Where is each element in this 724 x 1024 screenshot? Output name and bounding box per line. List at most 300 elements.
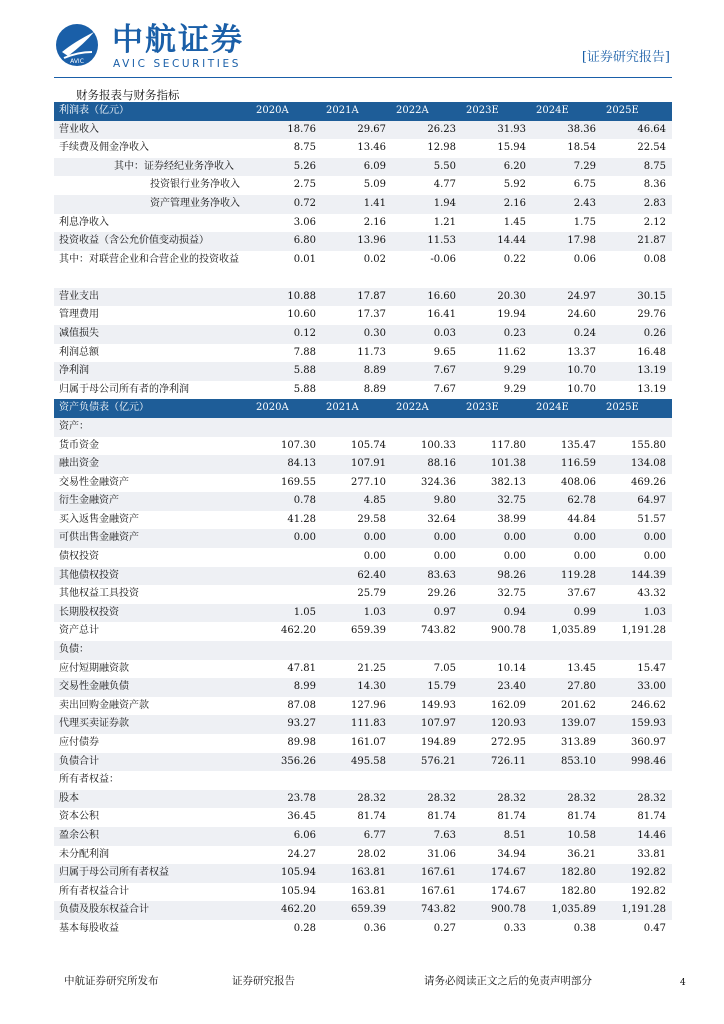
row-label: 买入返售金融资产 — [59, 513, 139, 525]
table-row — [54, 325, 672, 344]
cell-value: 462.20 — [281, 625, 316, 637]
row-label: 债权投资 — [59, 551, 99, 563]
cell-value — [602, 771, 672, 790]
cell-value — [532, 641, 602, 660]
table-row — [54, 288, 672, 307]
cell-value: 0.00 — [573, 551, 596, 563]
cell-value: 31.93 — [462, 121, 532, 140]
row-label: 投资收益（含公允价值变动损益） — [54, 232, 252, 251]
cell-value: 134.08 — [602, 455, 672, 474]
cell-value: 7.88 — [293, 346, 316, 358]
cell-value: 29.76 — [637, 309, 666, 321]
cell-value: 0.97 — [392, 604, 462, 623]
cell-value: 111.83 — [322, 715, 392, 734]
table-row — [54, 455, 672, 474]
cell-value: 0.00 — [602, 529, 672, 548]
cell-value: 462.20 — [252, 901, 322, 920]
row-label: 其他债权投资 — [54, 567, 252, 586]
cell-value: 0.99 — [532, 604, 602, 623]
row-label: 资产： — [54, 418, 252, 437]
row-label: 资产总计 — [59, 625, 99, 637]
cell-value: 5.09 — [363, 179, 386, 191]
cell-value: 10.58 — [532, 827, 602, 846]
table-row — [54, 232, 672, 251]
cell-value: 167.61 — [392, 864, 462, 883]
year-header: 2020A — [252, 399, 322, 418]
cell-value: 93.27 — [252, 715, 322, 734]
cell-value: 18.76 — [252, 121, 322, 140]
cell-value: 0.38 — [573, 922, 596, 934]
balance-header-row — [54, 399, 672, 418]
cell-value — [462, 641, 532, 660]
row-label: 负债合计 — [54, 753, 252, 772]
cell-value: -0.06 — [430, 253, 456, 265]
row-label: 负债： — [54, 641, 252, 660]
cell-value: 36.45 — [287, 811, 316, 823]
row-label: 交易性金融负债 — [54, 678, 252, 697]
cell-value: 5.26 — [252, 158, 322, 177]
cell-value: 1.21 — [433, 216, 456, 228]
cell-value — [322, 771, 392, 790]
table-row — [54, 753, 672, 772]
cell-value: 98.26 — [462, 567, 532, 586]
cell-value: 12.98 — [427, 142, 456, 154]
cell-value: 117.80 — [491, 439, 526, 451]
cell-value: 743.82 — [421, 625, 456, 637]
cell-value: 0.00 — [322, 529, 392, 548]
row-label: 基本每股收益 — [59, 922, 119, 934]
cell-value: 28.02 — [357, 848, 386, 860]
cell-value: 246.62 — [631, 699, 666, 711]
cell-value: 0.26 — [602, 325, 672, 344]
cell-value: 21.87 — [602, 232, 672, 251]
cell-value: 13.19 — [637, 383, 666, 395]
cell-value: 10.70 — [567, 383, 596, 395]
cell-value: 743.82 — [392, 901, 462, 920]
avic-logo-icon — [54, 22, 100, 68]
cell-value: 81.74 — [427, 811, 456, 823]
row-label: 减值损失 — [54, 325, 252, 344]
cell-value: 0.00 — [503, 551, 526, 563]
cell-value: 174.67 — [462, 864, 532, 883]
cell-value: 900.78 — [491, 625, 526, 637]
cell-value: 8.36 — [643, 179, 666, 191]
cell-value: 10.60 — [287, 309, 316, 321]
cell-value: 0.08 — [643, 253, 666, 265]
cell-value: 17.37 — [357, 309, 386, 321]
cell-value: 107.97 — [392, 715, 462, 734]
cell-value: 8.89 — [322, 362, 392, 381]
cell-value: 4.85 — [322, 492, 392, 511]
row-label: 代理买卖证券款 — [54, 715, 252, 734]
cell-value: 13.19 — [602, 362, 672, 381]
table-row — [54, 492, 672, 511]
cell-value — [252, 771, 322, 790]
cell-value: 32.75 — [497, 588, 526, 600]
row-label: 所有者权益合计 — [59, 885, 129, 897]
cell-value — [252, 585, 322, 604]
cell-value: 8.75 — [602, 158, 672, 177]
cell-value: 41.28 — [287, 513, 316, 525]
cell-value — [462, 418, 532, 437]
cell-value — [392, 418, 462, 437]
cell-value: 51.57 — [637, 513, 666, 525]
cell-value: 18.54 — [567, 142, 596, 154]
row-label: 股本 — [54, 790, 252, 809]
row-label: 其中：对联营企业和合营企业的投资收益 — [59, 253, 239, 265]
row-label: 资产管理业务净收入 — [54, 195, 252, 214]
cell-value: 726.11 — [462, 753, 532, 772]
cell-value: 6.77 — [322, 827, 392, 846]
cell-value: 101.38 — [462, 455, 532, 474]
row-label: 衍生金融资产 — [54, 492, 252, 511]
cell-value: 6.09 — [322, 158, 392, 177]
cell-value: 33.00 — [602, 678, 672, 697]
cell-value: 0.23 — [462, 325, 532, 344]
cell-value: 89.98 — [287, 737, 316, 748]
cell-value: 998.46 — [602, 753, 672, 772]
cell-value: 1.41 — [322, 195, 392, 214]
cell-value: 21.25 — [357, 662, 386, 674]
cell-value: 6.06 — [252, 827, 322, 846]
cell-value: 28.32 — [462, 790, 532, 809]
cell-value: 16.41 — [427, 309, 456, 321]
row-label: 应付短期融资款 — [59, 662, 129, 674]
cell-value: 29.58 — [357, 513, 386, 525]
year-header: 2021A — [322, 102, 392, 121]
year-header: 2020A — [252, 102, 322, 121]
row-label: 可供出售金融资产 — [54, 529, 252, 548]
cell-value: 17.98 — [532, 232, 602, 251]
row-label: 营业收入 — [54, 121, 252, 140]
footer-publisher: 中航证券研究所发布 — [64, 975, 159, 987]
cell-value: 0.00 — [252, 529, 322, 548]
cell-value: 659.39 — [322, 901, 392, 920]
cell-value: 7.67 — [433, 383, 456, 395]
header-divider — [54, 77, 672, 78]
cell-value: 29.26 — [427, 588, 456, 600]
cell-value: 17.87 — [322, 288, 392, 307]
cell-value: 382.13 — [491, 476, 526, 488]
footer-doc-type: 证券研究报告 — [232, 975, 295, 987]
cell-value: 28.32 — [602, 790, 672, 809]
cell-value: 14.46 — [602, 827, 672, 846]
cell-value: 44.84 — [567, 513, 596, 525]
cell-value: 324.36 — [421, 476, 456, 488]
cell-value: 8.89 — [363, 383, 386, 395]
cell-value — [252, 567, 322, 586]
cell-value: 1,035.89 — [551, 625, 596, 637]
cell-value: 100.33 — [421, 439, 456, 451]
cell-value: 22.54 — [637, 142, 666, 154]
cell-value: 127.96 — [351, 699, 386, 711]
table-row — [54, 158, 672, 177]
cell-value: 36.21 — [567, 848, 596, 860]
cell-value: 23.78 — [252, 790, 322, 809]
table-row — [54, 121, 672, 140]
cell-value — [602, 418, 672, 437]
cell-value — [392, 771, 462, 790]
cell-value: 360.97 — [631, 737, 666, 748]
table-row — [54, 827, 672, 846]
cell-value: 14.44 — [462, 232, 532, 251]
row-label: 卖出回购金融资产款 — [59, 699, 149, 711]
cell-value: 119.28 — [532, 567, 602, 586]
cell-value: 15.79 — [392, 678, 462, 697]
cell-value: 10.70 — [532, 362, 602, 381]
cell-value: 192.82 — [631, 885, 666, 897]
cell-value: 7.67 — [392, 362, 462, 381]
cell-value: 2.75 — [293, 179, 316, 191]
cell-value: 144.39 — [602, 567, 672, 586]
cell-value: 149.93 — [421, 699, 456, 711]
cell-value: 0.30 — [322, 325, 392, 344]
cell-value: 161.07 — [351, 737, 386, 748]
cell-value: 10.88 — [252, 288, 322, 307]
section-title: 财务报表与财务指标 — [76, 88, 180, 102]
cell-value: 13.45 — [567, 662, 596, 674]
cell-value: 24.60 — [567, 309, 596, 321]
cell-value: 28.32 — [532, 790, 602, 809]
row-label: 营业支出 — [54, 288, 252, 307]
table-row — [54, 846, 672, 865]
cell-value: 10.14 — [497, 662, 526, 674]
cell-value: 5.88 — [252, 362, 322, 381]
row-label: 货币资金 — [59, 439, 99, 451]
cell-value: 81.74 — [637, 811, 666, 823]
table-row — [54, 864, 672, 883]
table-row — [54, 511, 672, 530]
cell-value: 81.74 — [497, 811, 526, 823]
table-row — [54, 883, 672, 902]
cell-value: 24.27 — [287, 848, 316, 860]
table-row — [54, 362, 672, 381]
cell-value: 32.64 — [427, 513, 456, 525]
cell-value: 24.97 — [532, 288, 602, 307]
cell-value: 0.00 — [462, 529, 532, 548]
cell-value: 15.47 — [637, 662, 666, 674]
cell-value: 0.06 — [573, 253, 596, 265]
table-row — [54, 306, 672, 325]
cell-value: 62.40 — [322, 567, 392, 586]
row-label: 未分配利润 — [59, 848, 109, 860]
cell-value: 163.81 — [322, 864, 392, 883]
table-row — [54, 808, 672, 827]
cell-value: 13.96 — [322, 232, 392, 251]
cell-value: 83.63 — [392, 567, 462, 586]
cell-value: 155.80 — [631, 439, 666, 451]
cell-value: 182.80 — [561, 885, 596, 897]
row-label: 手续费及佣金净收入 — [59, 142, 149, 154]
table-row — [54, 251, 672, 288]
cell-value: 37.67 — [567, 588, 596, 600]
cell-value — [252, 418, 322, 437]
cell-value: 9.29 — [503, 383, 526, 395]
cell-value: 1.75 — [573, 216, 596, 228]
cell-value: 277.10 — [351, 476, 386, 488]
report-type-tag: [证券研究报告] — [581, 50, 670, 65]
cell-value: 5.92 — [503, 179, 526, 191]
cell-value: 3.06 — [293, 216, 316, 228]
cell-value — [252, 548, 322, 567]
footer-disclaimer: 请务必阅读正文之后的免责声明部分 — [424, 975, 592, 987]
cell-value: 0.00 — [392, 529, 462, 548]
cell-value: 105.94 — [252, 864, 322, 883]
cell-value: 87.08 — [287, 699, 316, 711]
cell-value: 6.80 — [252, 232, 322, 251]
cell-value: 1,191.28 — [621, 625, 666, 637]
financial-statements-table — [54, 102, 672, 939]
table-row — [54, 920, 672, 939]
cell-value — [532, 418, 602, 437]
cell-value: 0.22 — [503, 253, 526, 265]
cell-value: 1,191.28 — [602, 901, 672, 920]
brand-name-en: AVIC SECURITIES — [113, 58, 241, 70]
cell-value: 47.81 — [287, 662, 316, 674]
year-header: 2022A — [392, 399, 462, 418]
table-row — [54, 734, 672, 753]
cell-value: 30.15 — [602, 288, 672, 307]
cell-value: 7.63 — [392, 827, 462, 846]
cell-value: 13.46 — [357, 142, 386, 154]
cell-value: 0.00 — [532, 529, 602, 548]
cell-value: 62.78 — [532, 492, 602, 511]
cell-value: 38.36 — [532, 121, 602, 140]
cell-value: 0.00 — [363, 551, 386, 563]
cell-value: 5.50 — [392, 158, 462, 177]
cell-value: 8.75 — [293, 142, 316, 154]
cell-value: 33.81 — [637, 848, 666, 860]
cell-value: 9.65 — [433, 346, 456, 358]
cell-value: 182.80 — [532, 864, 602, 883]
cell-value: 1.03 — [602, 604, 672, 623]
cell-value: 23.40 — [462, 678, 532, 697]
cell-value: 0.27 — [433, 922, 456, 934]
cell-value: 1.45 — [503, 216, 526, 228]
balance-title: 资产负债表（亿元） — [54, 399, 252, 418]
cell-value: 81.74 — [567, 811, 596, 823]
cell-value: 139.07 — [532, 715, 602, 734]
cell-value: 8.51 — [462, 827, 532, 846]
cell-value: 0.28 — [293, 922, 316, 934]
cell-value: 0.03 — [392, 325, 462, 344]
cell-value: 7.29 — [532, 158, 602, 177]
cell-value: 27.80 — [532, 678, 602, 697]
cell-value: 2.12 — [643, 216, 666, 228]
cell-value: 6.20 — [462, 158, 532, 177]
cell-value: 0.02 — [363, 253, 386, 265]
cell-value: 2.16 — [462, 195, 532, 214]
cell-value — [462, 771, 532, 790]
row-label: 应付债券 — [59, 737, 99, 748]
table-row — [54, 176, 672, 195]
row-label: 融出资金 — [54, 455, 252, 474]
table-row — [54, 771, 672, 790]
cell-value: 26.23 — [392, 121, 462, 140]
cell-value: 0.00 — [643, 551, 666, 563]
cell-value: 11.73 — [357, 346, 386, 358]
table-row — [54, 715, 672, 734]
cell-value: 1,035.89 — [532, 901, 602, 920]
cell-value: 105.94 — [281, 885, 316, 897]
income-header-row — [54, 102, 672, 121]
cell-value: 159.93 — [602, 715, 672, 734]
cell-value: 9.29 — [462, 362, 532, 381]
cell-value: 14.30 — [322, 678, 392, 697]
cell-value: 11.53 — [392, 232, 462, 251]
cell-value: 1.03 — [322, 604, 392, 623]
cell-value: 4.77 — [433, 179, 456, 191]
cell-value: 272.95 — [491, 737, 526, 748]
cell-value: 29.67 — [322, 121, 392, 140]
cell-value: 31.06 — [427, 848, 456, 860]
cell-value: 28.32 — [322, 790, 392, 809]
cell-value: 25.79 — [357, 588, 386, 600]
cell-value — [602, 641, 672, 660]
cell-value: 34.94 — [497, 848, 526, 860]
cell-value: 6.75 — [573, 179, 596, 191]
cell-value: 2.43 — [532, 195, 602, 214]
cell-value: 0.24 — [532, 325, 602, 344]
row-label: 长期股权投资 — [54, 604, 252, 623]
row-label: 资本公积 — [59, 811, 99, 823]
year-header: 2025E — [602, 399, 672, 418]
cell-value: 16.60 — [392, 288, 462, 307]
table-row — [54, 567, 672, 586]
table-row — [54, 660, 672, 679]
cell-value: 120.93 — [462, 715, 532, 734]
cell-value: 0.33 — [503, 922, 526, 934]
table-row — [54, 529, 672, 548]
table-row — [54, 195, 672, 214]
row-label: 利息净收入 — [59, 216, 109, 228]
row-label: 负债及股东权益合计 — [54, 901, 252, 920]
cell-value: 43.32 — [637, 588, 666, 600]
income-title: 利润表（亿元） — [54, 102, 252, 121]
table-row — [54, 641, 672, 660]
cell-value: 2.83 — [602, 195, 672, 214]
cell-value: 81.74 — [357, 811, 386, 823]
table-row — [54, 790, 672, 809]
cell-value — [252, 641, 322, 660]
cell-value: 15.94 — [497, 142, 526, 154]
row-label: 利润总额 — [59, 346, 99, 358]
cell-value: 163.81 — [351, 885, 386, 897]
cell-value: 313.89 — [561, 737, 596, 748]
row-label: 所有者权益： — [59, 774, 119, 786]
table-row — [54, 548, 672, 567]
cell-value: 19.94 — [497, 309, 526, 321]
cell-value: 659.39 — [351, 625, 386, 637]
cell-value: 88.16 — [392, 455, 462, 474]
row-label: 净利润 — [54, 362, 252, 381]
page-number: 4 — [680, 978, 686, 988]
row-label: 其他权益工具投资 — [59, 588, 139, 600]
cell-value: 2.16 — [363, 216, 386, 228]
year-header: 2023E — [462, 102, 532, 121]
table-row — [54, 344, 672, 363]
cell-value: 201.62 — [561, 699, 596, 711]
cell-value: 0.00 — [433, 551, 456, 563]
cell-value: 192.82 — [602, 864, 672, 883]
row-label: 管理费用 — [59, 309, 99, 321]
cell-value: 169.55 — [281, 476, 316, 488]
table-row — [54, 678, 672, 697]
cell-value: 107.30 — [281, 439, 316, 451]
logo-text: AVIC — [70, 58, 84, 65]
table-row — [54, 622, 672, 641]
cell-value: 8.99 — [252, 678, 322, 697]
